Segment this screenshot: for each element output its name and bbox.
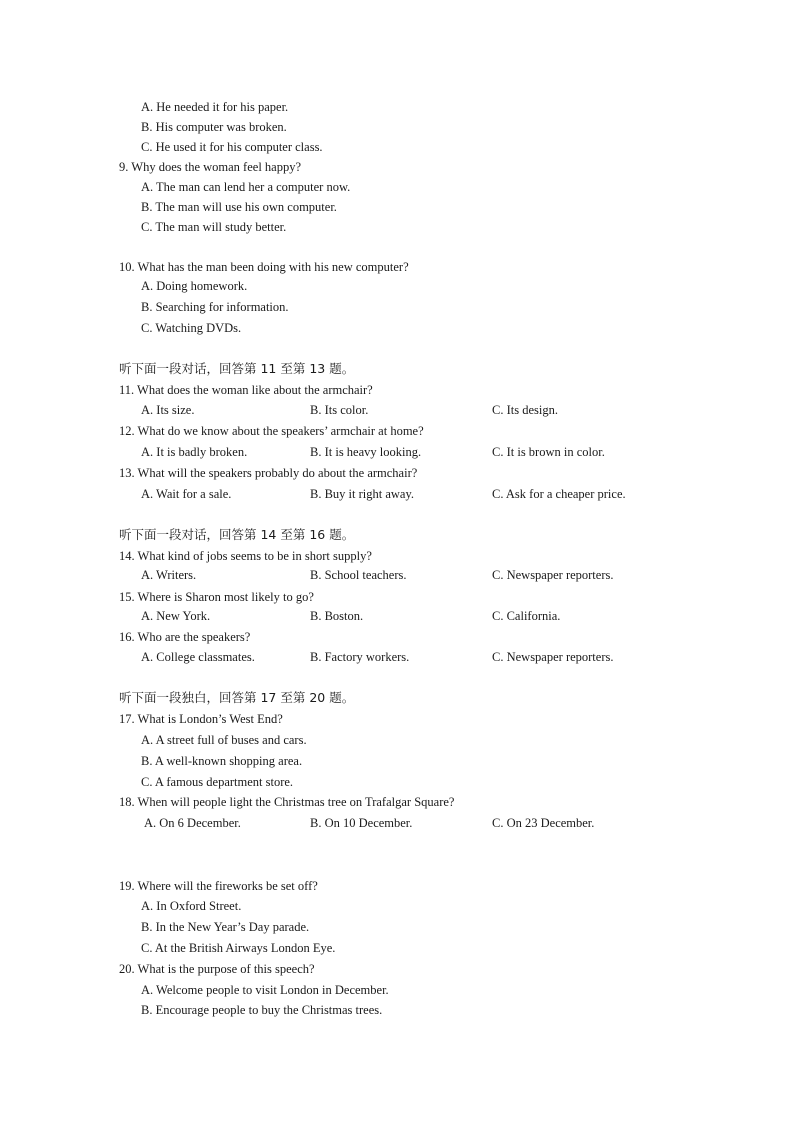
q14-option-c: C. Newspaper reporters. xyxy=(492,568,614,582)
q19-option-a: A. In Oxford Street. xyxy=(141,899,242,913)
q8-option-a: A. He needed it for his paper. xyxy=(141,100,289,114)
q11-question: 11. What does the woman like about the armchair? xyxy=(119,383,373,397)
q8-option-c: C. He used it for his computer class. xyxy=(141,140,323,154)
q18-option-a: A. On 6 December. xyxy=(144,816,241,830)
q19-option-b: B. In the New Year’s Day parade. xyxy=(141,920,310,934)
q16-option-b: B. Factory workers. xyxy=(310,650,410,664)
q12-option-a: A. It is badly broken. xyxy=(141,445,248,459)
q15-question: 15. Where is Sharon most likely to go? xyxy=(119,590,314,604)
q16-option-c: C. Newspaper reporters. xyxy=(492,650,614,664)
q9-question: 9. Why does the woman feel happy? xyxy=(119,160,302,174)
q8-option-b: B. His computer was broken. xyxy=(141,120,287,134)
q18-question: 18. When will people light the Christmas tree on Trafalgar Square? xyxy=(119,795,455,809)
q20-option-b: B. Encourage people to buy the Christmas trees. xyxy=(141,1003,383,1017)
q11-option-c: C. Its design. xyxy=(492,403,558,417)
q18-option-b: B. On 10 December. xyxy=(310,816,413,830)
q16-option-a: A. College classmates. xyxy=(141,650,255,664)
q18-option-c: C. On 23 December. xyxy=(492,816,595,830)
q19-option-c: C. At the British Airways London Eye. xyxy=(141,941,336,955)
q13-option-b: B. Buy it right away. xyxy=(310,487,415,501)
q13-option-a: A. Wait for a sale. xyxy=(141,487,232,501)
q14-option-b: B. School teachers. xyxy=(310,568,407,582)
q17-option-c: C. A famous department store. xyxy=(141,775,294,789)
q13-question: 13. What will the speakers probably do about the armchair? xyxy=(119,466,418,480)
q11-option-a: A. Its size. xyxy=(141,403,195,417)
q15-option-c: C. California. xyxy=(492,609,561,623)
q19-question: 19. Where will the fireworks be set off? xyxy=(119,879,318,893)
q9-option-b: B. The man will use his own computer. xyxy=(141,200,337,214)
q14-question: 14. What kind of jobs seems to be in short supply? xyxy=(119,549,372,563)
q20-question: 20. What is the purpose of this speech? xyxy=(119,962,315,976)
section-heading-17-20: 听下面一段独白，回答第 17 至第 20 题。 xyxy=(119,690,355,705)
q10-option-a: A. Doing homework. xyxy=(141,279,248,293)
q17-option-a: A. A street full of buses and cars. xyxy=(141,733,307,747)
q15-option-a: A. New York. xyxy=(141,609,211,623)
q10-question: 10. What has the man been doing with his new computer? xyxy=(119,260,409,274)
section-heading-11-13: 听下面一段对话，回答第 11 至第 13 题。 xyxy=(119,361,355,376)
q20-option-a: A. Welcome people to visit London in December. xyxy=(141,983,389,997)
q12-question: 12. What do we know about the speakers’ armchair at home? xyxy=(119,424,424,438)
q15-option-b: B. Boston. xyxy=(310,609,364,623)
q13-option-c: C. Ask for a cheaper price. xyxy=(492,487,626,501)
q17-option-b: B. A well-known shopping area. xyxy=(141,754,303,768)
q10-option-b: B. Searching for information. xyxy=(141,300,289,314)
q14-option-a: A. Writers. xyxy=(141,568,197,582)
q12-option-c: C. It is brown in color. xyxy=(492,445,605,459)
q9-option-a: A. The man can lend her a computer now. xyxy=(141,180,351,194)
q11-option-b: B. Its color. xyxy=(310,403,369,417)
q9-option-c: C. The man will study better. xyxy=(141,220,287,234)
q12-option-b: B. It is heavy looking. xyxy=(310,445,422,459)
q17-question: 17. What is London’s West End? xyxy=(119,712,283,726)
q16-question: 16. Who are the speakers? xyxy=(119,630,251,644)
section-heading-14-16: 听下面一段对话，回答第 14 至第 16 题。 xyxy=(119,527,355,542)
q10-option-c: C. Watching DVDs. xyxy=(141,321,242,335)
